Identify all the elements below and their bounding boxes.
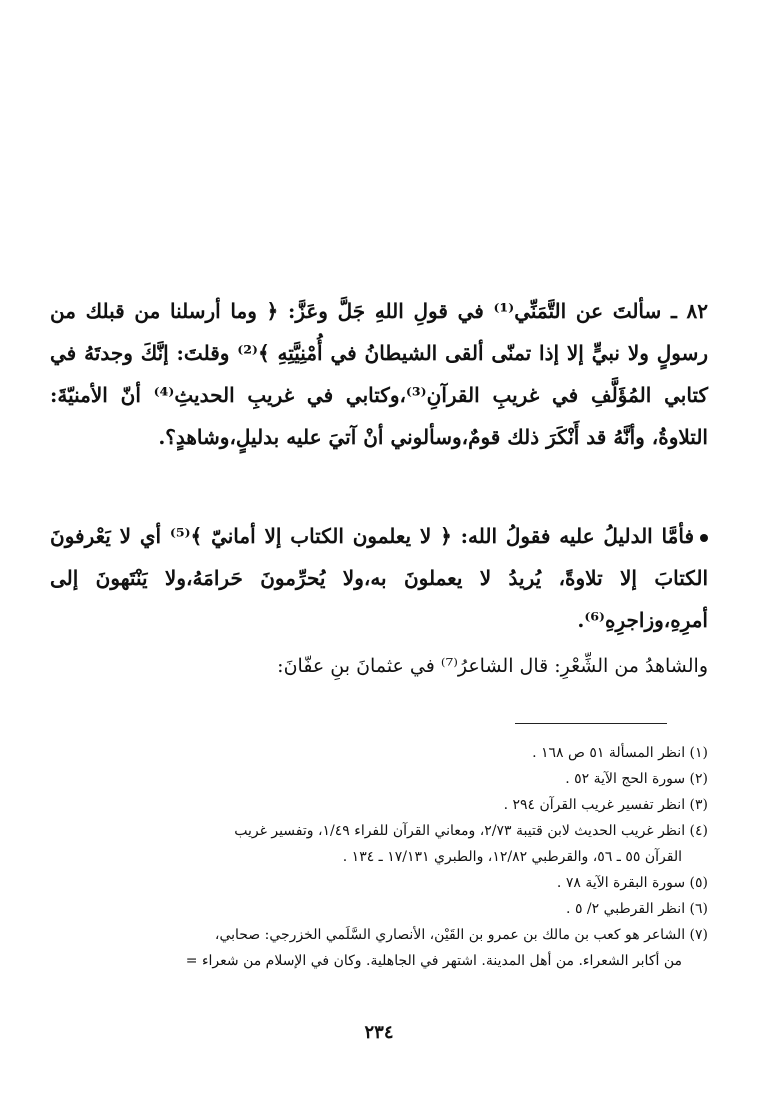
footnote-divider xyxy=(515,723,667,724)
footnotes xyxy=(50,740,708,974)
footnote: (٣) انظر تفسير غريب القرآن ٢٩٤ . xyxy=(503,797,708,813)
question-82-paragraph: ٨٢ ـ سألتَ عن التَّمَنِّي⁽¹⁾ في قولِ اللهِ جَلَّ وعَزَّ: ﴿ وما أرسلنا من قبلك من رسولٍ ولا نبيٍّ إلا إذا تمنّى ألقى الشيطانُ في أُمْنِيَّتِهِ ﴾⁽²⁾ وقلتَ: إنَّكَ وجدتَهُ في كتابي المُؤَلَّفِ في غريبِ القرآنِ⁽³⁾،وكتابي في غريبِ الحديثِ⁽⁴⁾ أنّ الأمنيّةَ: التلاوةُ، وأنَّهُ قد أَنْكَرَ ذلك قومٌ،وسألوني أنْ آتيَ عليه بدليلٍ،وشاهدٍ؟. xyxy=(50,299,709,449)
page-number: ٢٣٤ xyxy=(364,1022,394,1043)
footnote: (٥) سورة البقرة الآية ٧٨ . xyxy=(556,875,708,891)
poetry-witness-line: والشاهدُ من الشِّعْرِ: قال الشاعرُ⁽⁷⁾ في عثمانَ بنِ عفّانَ: xyxy=(277,655,708,677)
footnote: (١) انظر المسألة ٥١ ص ١٦٨ . xyxy=(532,745,708,761)
footnote: (٦) انظر القرطبي ٢/ ٥ . xyxy=(566,901,708,917)
footnote: (٢) سورة الحج الآية ٥٢ . xyxy=(565,771,708,787)
bullet-icon xyxy=(700,534,708,542)
footnote: (٤) انظر غريب الحديث لابن قتيبة ٢/٧٣، ومعاني القرآن للفراء ١/٤٩، وتفسير غريب القرآن ٥٥ ـ ٥٦، والقرطبي ١٢/٨٢، والطبري ١٧/١٣١ ـ ١٣٤ . xyxy=(234,823,708,865)
answer-text: فأمَّا الدليلُ عليه فقولُ الله: ﴿ لا يعلمون الكتاب إلا أمانيّ ﴾⁽⁵⁾ أي لا يَعْرفونَ الكتابَ إلا تلاوةً، يُريدُ لا يعملونَ به،ولا يُحرِّمونَ حَرامَهُ،ولا يَنْتَهونَ إلى أمرِهِ،وزاجرِهِ⁽⁶⁾. xyxy=(50,524,708,632)
answer-paragraph xyxy=(50,515,708,641)
footnote: (٧) الشاعر هو كعب بن مالك بن عمرو بن القَيْن، الأنصاري السَّلَمي الخزرجي: صحابي، من أكابر الشعراء. من أهل المدينة. اشتهر في الجاهلية. وكان في الإسلام من شعراء = xyxy=(185,927,708,969)
